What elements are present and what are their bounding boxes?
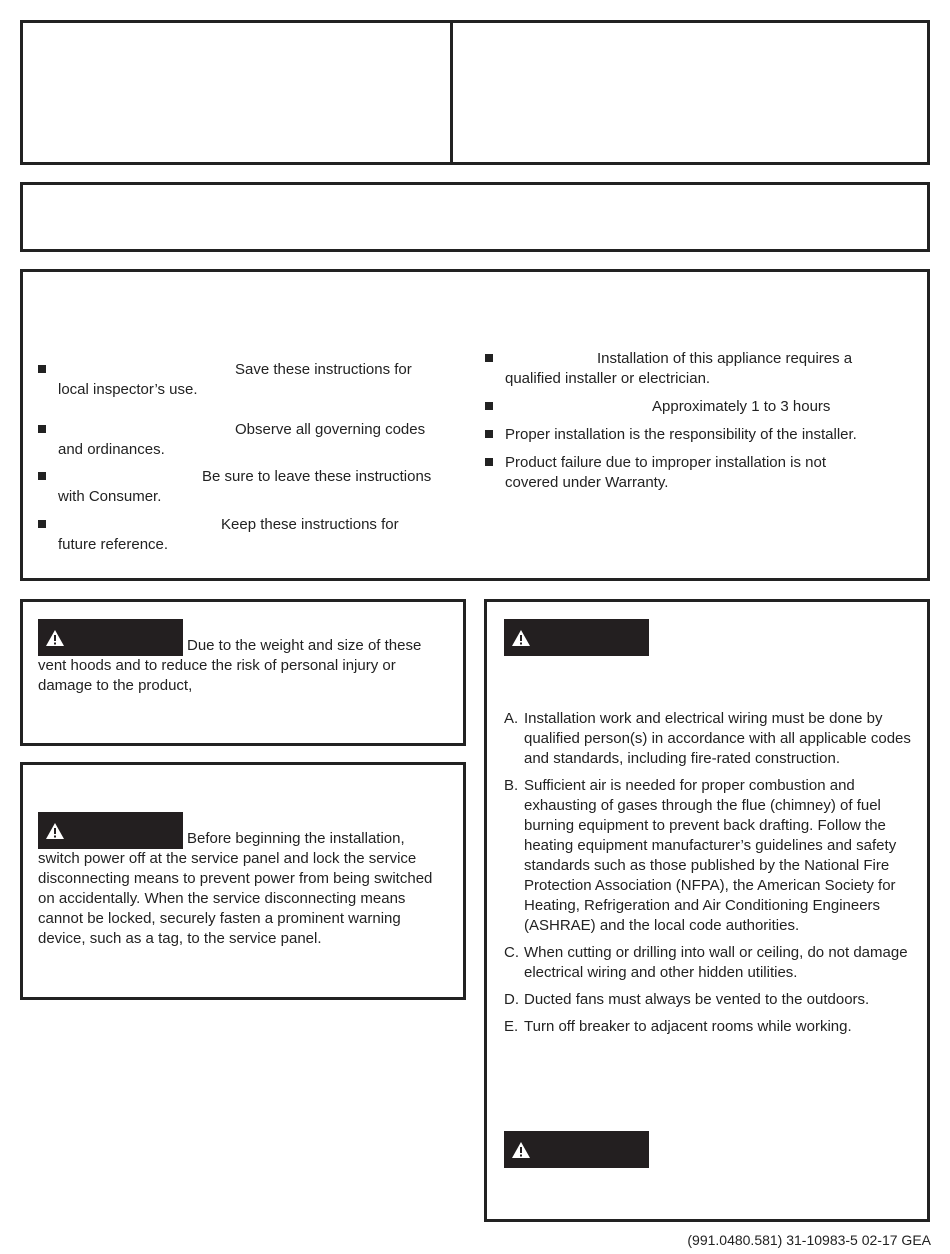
prep-item-cont: local inspector’s use. [58,381,198,398]
prep-item [485,453,915,493]
list-item-text: Turn off breaker to adjacent rooms while working. [524,1018,852,1035]
prep-item [485,397,915,417]
prep-item-text: Save these instructions for [235,361,412,378]
prep-item [38,420,468,460]
prep-item-text: Proper installation is the responsibility of the installer. [505,426,857,443]
list-item [504,776,914,936]
list-item [504,943,914,983]
prep-item-cont: covered under Warranty. [505,474,669,491]
prep-item-cont: and ordinances. [58,441,165,458]
warning-label [504,1131,649,1168]
bullet-square-icon [38,472,46,480]
warning-fire-label-wrap [504,619,653,656]
bullet-square-icon [485,430,493,438]
bullet-square-icon [485,402,493,410]
warning-power-box [20,762,466,1000]
warning-triangle-icon [511,1141,531,1159]
list-item-letter: E. [504,1018,519,1035]
list-item-letter: B. [504,777,519,794]
bullet-square-icon [485,354,493,362]
prep-item-cont: qualified installer or electrician. [505,370,711,387]
prep-item-text: Product failure due to improper installation is not [505,454,827,471]
prep-item [38,515,468,555]
warning-weight-box [20,599,466,746]
prep-right-column [485,349,915,501]
header-box [20,20,930,165]
warning-triangle-icon [45,822,65,840]
warning-fire-box [484,599,930,1222]
warning-fire-label-wrap-2 [504,1131,653,1168]
list-item-letter: A. [504,710,519,727]
list-item [504,1017,914,1037]
bullet-square-icon [38,365,46,373]
warning-power-body: switch power off at the service panel and lock the service disconnecting means to prevent power from being switched on accidentally. When the service disconnecting means cannot be locked, securely fasten a prominent warning device, such as a tag, to the service panel. [38,850,433,947]
warning-weight-content [38,619,443,696]
list-item-letter: D. [504,991,519,1008]
prep-item-text: Keep these instructions for [221,516,399,533]
title-box [20,182,930,252]
warning-weight-text [38,619,443,696]
warning-weight-body: these vent hoods and to reduce the risk of personal injury or damage to the product, [38,637,422,694]
list-item [504,709,914,769]
prep-item [38,467,468,507]
list-item-letter: C. [504,944,519,961]
warning-fire-list [504,709,914,1044]
bullet-square-icon [38,425,46,433]
prep-item-text: Observe all governing codes [235,421,426,438]
preparation-box [20,269,930,581]
prep-item-text: Approximately 1 to 3 hours [652,398,831,415]
header-divider [450,23,453,162]
prep-left-column [38,360,468,563]
prep-item-cont: with Consumer. [58,488,162,505]
bullet-square-icon [38,520,46,528]
warning-power-content [38,812,443,949]
document-footer: (991.0480.581) 31-10983-5 02-17 GEA [687,1232,931,1248]
warning-label [504,619,649,656]
list-item-text: Sufficient air is needed for proper combustion and exhausting of gases through the flue (chimney) of fuel burning equipment to prevent back drafting. Follow the heating equipment manufacturer’s guidelines and safety standards such as those published by the National Fire Protection Association (NFPA), the American Society for Heating, Refrigeration and Air Conditioning Engineers (ASHRAE) and the local code authorities. [524,777,897,934]
warning-triangle-icon [511,629,531,647]
warning-power-first-line: Before beginning the installation, [187,830,405,847]
list-item-text: Installation work and electrical wiring must be done by qualified person(s) in accordance with all applicable codes and standards, including fire-rated construction. [524,710,911,767]
warning-weight-first-line: Due to the weight and size of [187,637,381,654]
prep-item-text: Be sure to leave these instructions [202,468,432,485]
warning-triangle-icon [45,629,65,647]
warning-label [38,812,183,849]
list-item-text: Ducted fans must always be vented to the outdoors. [524,991,870,1008]
list-item [504,990,914,1010]
warning-power-text [38,812,443,949]
list-item-text: When cutting or drilling into wall or ceiling, do not damage electrical wiring and other hidden utilities. [524,944,908,981]
prep-item [485,349,915,389]
prep-item-text: Installation of this appliance requires a [597,350,853,367]
warning-label [38,619,183,656]
prep-item-cont: future reference. [58,536,169,553]
prep-item [485,425,915,445]
bullet-square-icon [485,458,493,466]
prep-item [38,360,468,400]
